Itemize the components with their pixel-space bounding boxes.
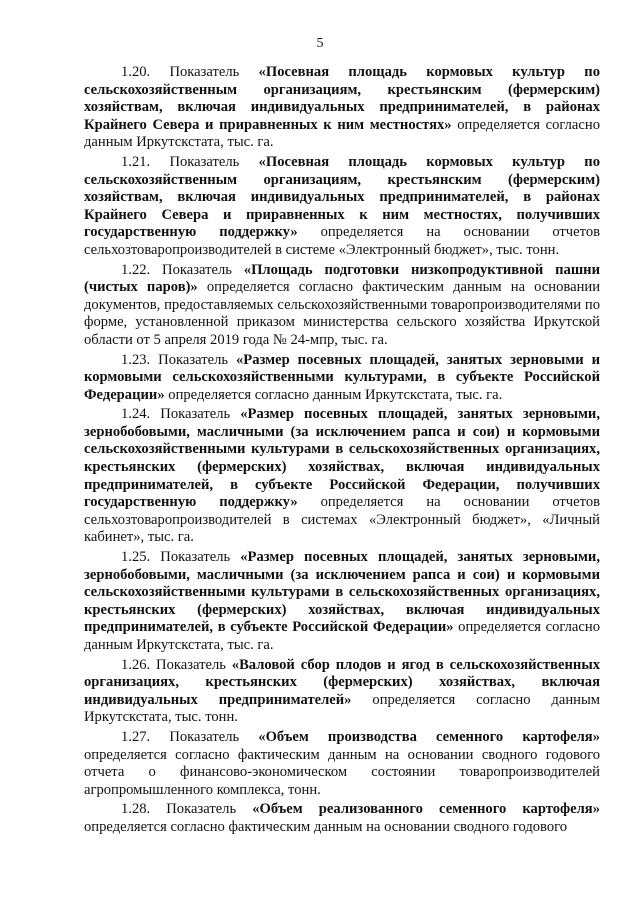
indicator-name: «Посевная площадь кормовых культур по сельскохозяйственным организациям, крестьянским (фермерским) хозяйствам, включая индивидуальных предпринимателей, в районах Крайнего Севера и приравненных к ним местностях» <box>84 64 600 133</box>
indicator-name: «Размер посевных площадей, занятых зерновыми, зернобобовыми, масличными (за исключением рапса и сои) и кормовыми сельскохозяйственными культурами в сельскохозяйственных организациях, крестьянских (фермерских) хозяйствах, включая индивидуальных предпринимателей, в субъекте Российской Федерации» <box>84 549 600 636</box>
paragraph-text: определяется на основании отчетов сельхозтоваропроизводителей в системах «Электронный бюджет», «Личный кабинет», тыс. га. <box>84 494 601 546</box>
paragraph-text: определяется согласно фактическим данным на основании сводного годового <box>84 818 568 835</box>
indicator-name: «Объем производства семенного картофеля» <box>258 728 600 745</box>
paragraph-text: определяется согласно данным Иркутскстата, тыс. тонн. <box>84 691 600 726</box>
paragraph-1-24 <box>84 406 600 547</box>
indicator-name: «Посевная площадь кормовых культур по сельскохозяйственным организациям, крестьянским (фермерским) хозяйствам, включая индивидуальных предпринимателей, в районах Крайнего Севера и приравненных к ним местностях, получивших государственную поддержку» <box>84 153 600 241</box>
paragraph-prefix: 1.22. Показатель <box>121 261 244 278</box>
indicator-name: «Валовой сбор плодов и ягод в сельскохозяйственных организациях, крестьянских (фермерских) хозяйствах, включая индивидуальных предпринимателей» <box>84 656 601 708</box>
paragraph-text: определяется согласно данным Иркутскстата, тыс. га. <box>84 116 600 151</box>
indicator-name: «Объем реализованного семенного картофеля» <box>252 801 601 818</box>
paragraph-1-23 <box>84 352 600 405</box>
paragraph-text: определяется согласно фактическим данным на основании документов, предоставляемых сельскохозяйственными товаропроизводителями по форме, установленной приказом министерства сельского хозяйства Иркутской области от 5 апреля 2019 года № 24-мпр, тыс. га. <box>84 279 601 348</box>
paragraph-1-21 <box>84 154 600 260</box>
paragraph-1-25 <box>84 549 600 655</box>
document-body <box>84 64 600 839</box>
paragraph-prefix: 1.27. Показатель <box>121 728 259 745</box>
paragraph-1-26 <box>84 657 600 727</box>
paragraph-1-20 <box>84 64 600 152</box>
paragraph-text: определяется на основании отчетов сельхозтоваропроизводителей в системе «Электронный бюджет», тыс. тонн. <box>84 224 601 258</box>
indicator-name: «Площадь подготовки низкопродуктивной пашни (чистых паров)» <box>84 261 600 296</box>
paragraph-prefix: 1.24. Показатель <box>121 406 241 423</box>
paragraph-prefix: 1.25. Показатель <box>121 549 241 566</box>
indicator-name: «Размер посевных площадей, занятых зерновыми и кормовыми сельскохозяйственными культурами, в субъекте Российской Федерации» <box>84 351 600 403</box>
paragraph-text: определяется согласно фактическим данным на основании сводного годового отчета о финансово-экономическом состоянии товаропроизводителей агропромышленного комплекса, тонн. <box>84 746 600 798</box>
page-number: 5 <box>316 36 324 51</box>
paragraph-text: определяется согласно данным Иркутскстата, тыс. га. <box>84 619 600 653</box>
paragraph-1-27 <box>84 729 600 799</box>
indicator-name: «Размер посевных площадей, занятых зерновыми, зернобобовыми, масличными (за исключением рапса и сои) и кормовыми сельскохозяйственными культурами в сельскохозяйственных организациях, крестьянских (фермерских) хозяйствах, включая индивидуальных предпринимателей, в субъекте Российской Федерации, получивших государственную поддержку» <box>84 406 600 511</box>
paragraph-1-22 <box>84 262 600 350</box>
paragraph-prefix: 1.23. Показатель <box>121 351 236 368</box>
paragraph-prefix: 1.28. Показатель <box>121 801 253 818</box>
paragraph-prefix: 1.20. Показатель <box>121 64 259 80</box>
paragraph-prefix: 1.26. Показатель <box>121 656 232 673</box>
paragraph-text: определяется согласно данным Иркутскстата, тыс. га. <box>164 386 503 403</box>
paragraph-1-28 <box>84 801 600 836</box>
paragraph-prefix: 1.21. Показатель <box>121 153 259 170</box>
